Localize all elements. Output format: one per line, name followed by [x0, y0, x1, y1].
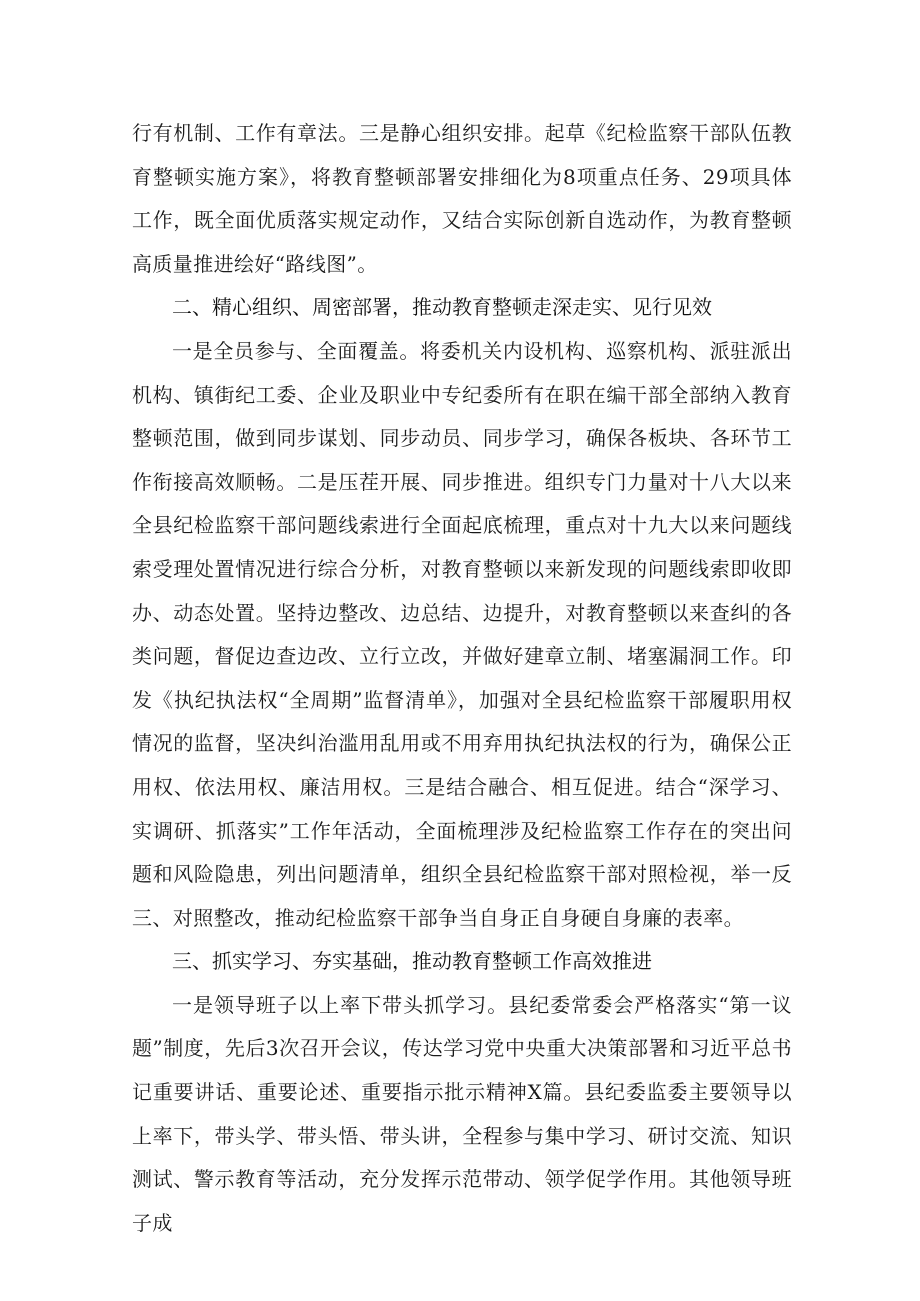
document-body: [132, 112, 792, 1245]
section-heading-2: 二、精心组织、周密部署，推动教育整顿走深走实、见行见效: [172, 295, 712, 320]
paragraph-2: 一是全员参与、全面覆盖。将委机关内设机构、巡察机构、派驻派出机构、镇街纪工委、企业及职业中专纪委所有在职在编干部全部纳入教育整顿范围，做到同步谋划、同步动员、同步学习，确保各板块、各环节工作衔接高效顺畅。二是压茬开展、同步推进。组织专门力量对十八大以来全县纪检监察干部问题线索进行全面起底梳理，重点对十九大以来问题线索受理处置情况进行综合分析，对教育整顿以来新发现的问题线索即收即办、动态处置。坚持边整改、边总结、边提升，对教育整顿以来查纠的各类问题，督促边查边改、立行立改，并做好建章立制、堵塞漏洞工作。印发《执纪执法权“全周期”监督清单》，加强对全县纪检监察干部履职用权情况的监督，坚决纠治滥用乱用或不用弃用执纪执法权的行为，确保公正用权、依法用权、廉洁用权。三是结合融合、相互促进。结合“深学习、实调研、抓落实”工作年活动，全面梳理涉及纪检监察工作存在的突出问题和风险隐患，列出问题清单，组织全县纪检监察干部对照检视，举一反三、对照整改，推动纪检监察干部争当自身正自身硬自身廉的表率。: [132, 338, 792, 930]
section-heading-3: 三、抓实学习、夯实基础，推动教育整顿工作高效推进: [172, 949, 652, 974]
paragraph-3: 一是领导班子以上率下带头抓学习。县纪委常委会严格落实“第一议题”制度，先后3次召开会议，传达学习党中央重大决策部署和习近平总书记重要讲话、重要论述、重要指示批示精神X篇。县纪委监委主要领导以上率下，带头学、带头悟、带头讲，全程参与集中学习、研讨交流、知识测试、警示教育等活动，充分发挥示范带动、领学促学作用。其他领导班子成: [132, 992, 792, 1235]
paragraph-1: 行有机制、工作有章法。三是静心组织安排。起草《纪检监察干部队伍教育整顿实施方案》，将教育整顿部署安排细化为8项重点任务、29项具体工作，既全面优质落实规定动作，又结合实际创新自选动作，为教育整顿高质量推进绘好“路线图”。: [132, 121, 792, 276]
